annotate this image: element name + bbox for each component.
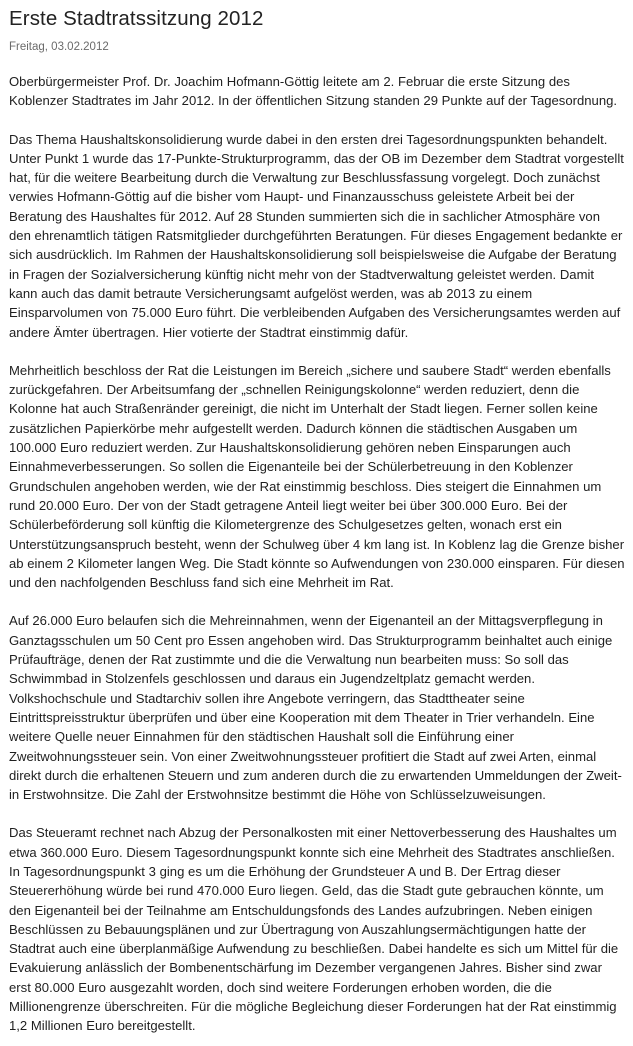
- article-paragraph: Mehrheitlich beschloss der Rat die Leistungen im Bereich „sichere und saubere Stadt“ werden ebenfalls zurückgefahren. Der Arbeitsumfang der „schnellen Reinigungskolonne“ werden reduziert, denn die Kolonne hat auch Straßenränder gereinigt, die nicht im Unterhalt der Stadt liegen. Ferner sollen keine zusätzlichen Papierkörbe mehr aufgestellt werden. Dadurch können die städtischen Ausgaben um 100.000 Euro reduziert werden. Zur Haushaltskonsolidierung gehören neben Einsparungen auch Einnahmeverbesserungen. So sollen die Eigenanteile bei der Schülerbetreuung in den Koblenzer Grundschulen angehoben werden, wie der Rat einstimmig beschloss. Dies steigert die Einnahmen um rund 20.000 Euro. Der von der Stadt getragene Anteil liegt weiter bei über 300.000 Euro. Bei der Schülerbeförderung soll künftig die Kilometergrenze des Schulgesetzes gelten, wonach erst ein Unterstützungsanspruch besteht, wenn der Schulweg über 4 km lang ist. In Koblenz lag die Grenze bisher ab einem 2 Kilometer langen Weg. Die Stadt könnte so Aufwendungen von 230.000 einsparen. Für diesen und den nachfolgenden Beschluss fand sich eine Mehrheit im Rat.: [9, 362, 625, 591]
- article-paragraph: Oberbürgermeister Prof. Dr. Joachim Hofmann-Göttig leitete am 2. Februar die erste Sitzung des Koblenzer Stadtrates im Jahr 2012. In der öffentlichen Sitzung standen 29 Punkte auf der Tagesordnung.: [9, 74, 618, 109]
- publication-date: Freitag, 03.02.2012: [9, 41, 109, 53]
- article-body: [9, 72, 625, 1036]
- page-title: Erste Stadtratssitzung 2012: [9, 7, 264, 30]
- article-paragraph: Das Steueramt rechnet nach Abzug der Personalkosten mit einer Nettoverbesserung des Haushaltes um etwa 360.000 Euro. Diesem Tagesordnungspunkt konnte sich eine Mehrheit des Stadtrates anschließen. In Tagesordnungspunkt 3 ging es um die Erhöhung der Grundsteuer A und B. Der Ertrag dieser Steuererhöhung würde bei rund 470.000 Euro liegen. Geld, das die Stadt gute gebrauchen könnte, um den Eigenanteil bei der Teilnahme am Entschuldungsfonds des Landes aufzubringen. Neben einigen Beschlüssen zu Bebauungsplänen und zur Übertragung von Auszahlungsermächtigungen hatte der Stadtrat auch eine überplanmäßige Aufwendung zu beschließen. Dabei handelte es sich um Mittel für die Evakuierung anlässlich der Bombenentschärfung im Dezember vergangenen Jahres. Bisher sind zwar erst 80.000 Euro ausgezahlt worden, doch sind weitere Forderungen erhoben worden, die die Millionengrenze überschreiten. Für die mögliche Begleichung dieser Forderungen hat der Rat einstimmig 1,2 Millionen Euro bereitgestellt.: [9, 825, 619, 1034]
- article-paragraph: Auf 26.000 Euro belaufen sich die Mehreinnahmen, wenn der Eigenanteil an der Mittagsverpflegung in Ganztagsschulen um 50 Cent pro Essen angehoben wird. Das Strukturprogramm beinhaltet auch einige Prüfaufträge, denen der Rat zustimmte und die die Verwaltung nun bearbeiten muss: So soll das Schwimmbad in Stolzenfels geschlossen und daraus ein Jugendzeltplatz gemacht werden. Volkshochschule und Stadtarchiv sollen ihre Angebote verringern, das Stadttheater seine Eintrittspreisstruktur überprüfen und über eine Kooperation mit dem Theater in Trier verhandeln. Eine weitere Quelle neuer Einnahmen für den städtischen Haushalt soll die Einführung einer Zweitwohnungssteuer sein. Von einer Zweitwohnungssteuer profitiert die Stadt auf zwei Arten, einmal direkt durch die erhaltenen Steuern und zum anderen durch die zu erwartenden Ummeldungen der Zweit- in Erstwohnsitze. Die Zahl der Erstwohnsitze bestimmt die Höhe von Schlüsselzuweisungen.: [9, 613, 622, 803]
- article-paragraph: Das Thema Haushaltskonsolidierung wurde dabei in den ersten drei Tagesordnungspunkten behandelt. Unter Punkt 1 wurde das 17-Punkte-Strukturprogramm, das der OB im Dezember dem Stadtrat vorgestellt hat, für die weitere Bearbeitung durch die Verwaltung zur Beschlussfassung vorgelegt. Doch zunächst verwies Hofmann-Göttig auf die bisher vom Haupt- und Finanzausschuss geleistete Arbeit bei der Beratung des Haushaltes für 2012. Auf 28 Stunden summierten sich die in sachlicher Atmosphäre von den ehrenamtlich tätigen Ratsmitglieder durchgeführten Beratungen. Für dieses Engagement bedankte er sich ausdrücklich. Im Rahmen der Haushaltskonsolidierung soll beispielsweise die Aufgabe der Beratung in Fragen der Sozialversicherung künftig nicht mehr von der Stadtverwaltung geleistet werden. Damit kann auch das damit betraute Versicherungsamt aufgelöst werden, was ab 2013 zu einem Einsparvolumen von 75.000 Euro führt. Die verbleibenden Aufgaben des Versicherungsamtes werden auf andere Ämter übertragen. Hier votierte der Stadtrat einstimmig dafür.: [9, 131, 624, 340]
